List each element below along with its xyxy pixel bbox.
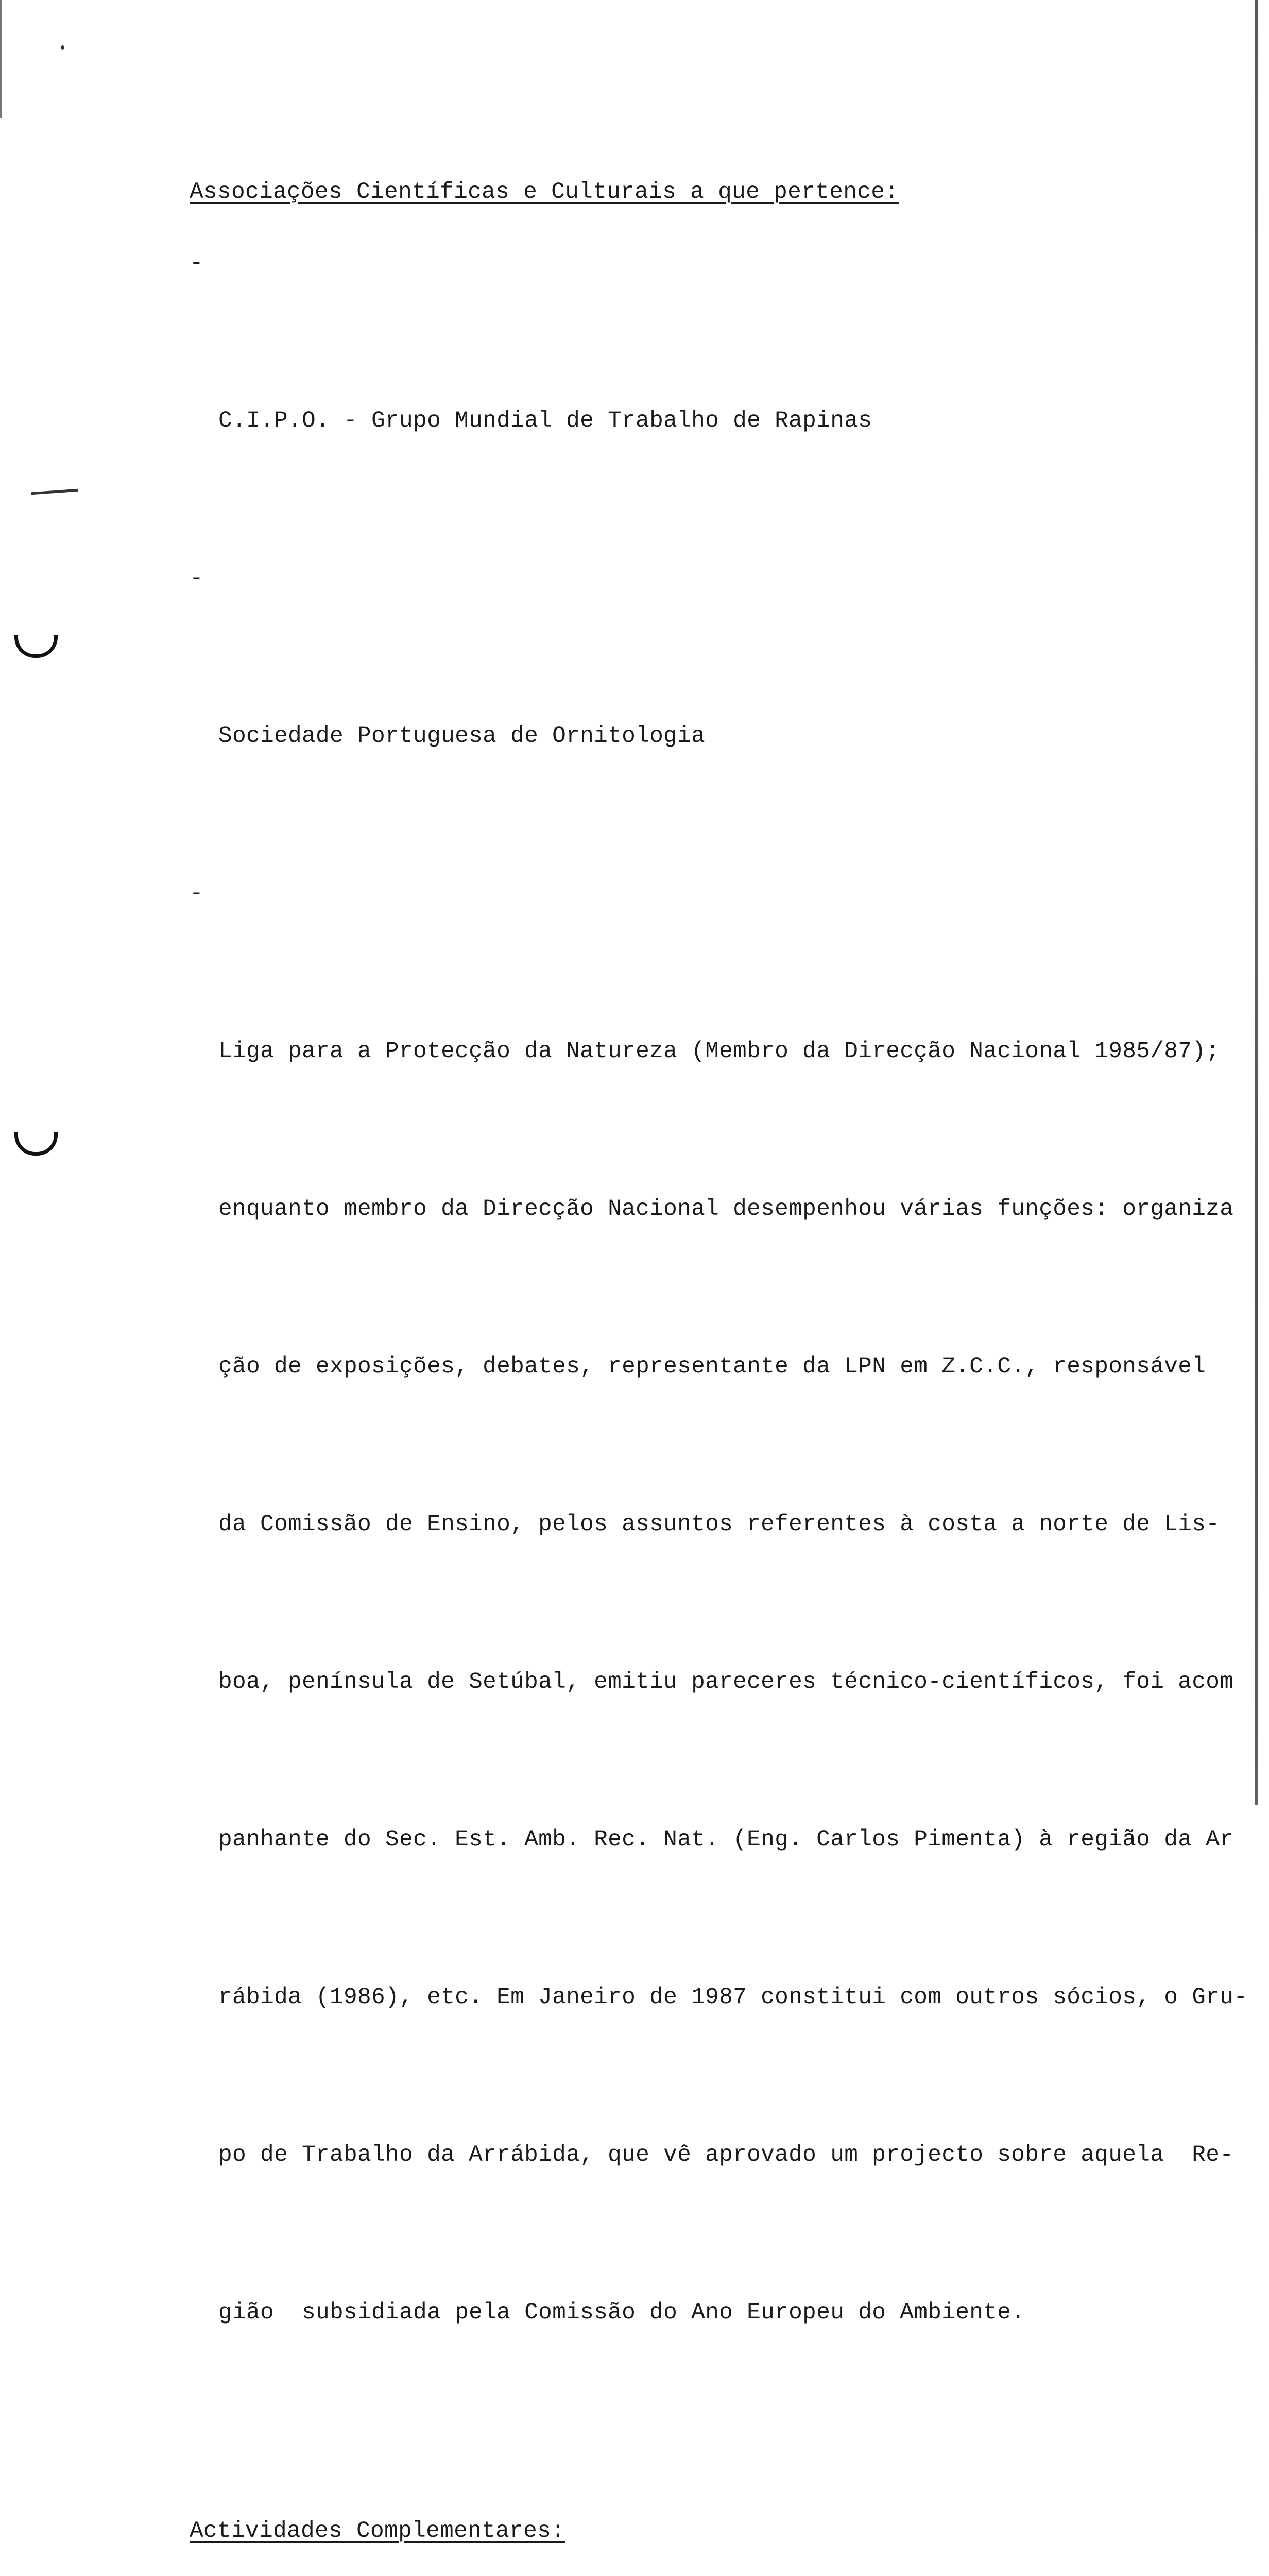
associations-list (190, 237, 1248, 2444)
list-dash: - (190, 881, 204, 907)
list-dash: - (190, 566, 204, 591)
list-item-text: C.I.P.O. - Grupo Mundial de Trabalho de Rapinas (218, 408, 872, 434)
binder-hole-mark (14, 1132, 58, 1156)
list-item-text: panhante do Sec. Est. Amb. Rec. Nat. (Eng. Carlos Pimenta) à região da Ar (218, 1827, 1234, 1853)
list-item (190, 868, 1248, 2444)
list-item-text: Sociedade Portuguesa de Ornitologia (218, 723, 706, 749)
complementary-list (190, 2568, 1220, 2576)
associations-section (190, 166, 1248, 2444)
list-dash: - (190, 250, 204, 276)
complementary-section (190, 2505, 1220, 2576)
list-item (190, 237, 1220, 552)
list-item-text: gião subsidiada pela Comissão do Ano Europeu do Ambiente. (218, 2300, 1025, 2326)
list-item-text: Liga para a Protecção da Natureza (Membro da Direcção Nacional 1985/87); (218, 1039, 1220, 1064)
associations-heading: Associações Científicas e Culturais a que pertence: (190, 179, 899, 205)
scan-speck (61, 45, 64, 50)
list-item-text: rábida (1986), etc. Em Janeiro de 1987 constitui com outros sócios, o Gru- (218, 1985, 1248, 2010)
complementary-heading: Actividades Complementares: (190, 2518, 565, 2544)
list-item-text: enquanto membro da Direcção Nacional desempenhou várias funções: organiza (218, 1196, 1234, 1222)
document-body (190, 166, 1248, 2576)
scan-edge-mark (0, 0, 2, 118)
list-item-text: da Comissão de Ensino, pelos assuntos referentes à costa a norte de Lis- (218, 1512, 1220, 1537)
list-dash (190, 2568, 203, 2576)
binder-hole-mark (14, 635, 58, 658)
list-item (190, 2568, 1220, 2576)
list-item-text: ção de exposições, debates, representante da LPN em Z.C.C., responsável (218, 1354, 1206, 1380)
list-item-text: boa, península de Setúbal, emitiu pareceres técnico-científicos, foi acom (218, 1669, 1234, 1695)
list-item-text: po de Trabalho da Arrábida, que vê aprovado um projecto sobre aquela Re- (218, 2142, 1234, 2168)
page-edge-shadow (1255, 0, 1258, 1805)
list-item (190, 552, 1220, 868)
scan-mark (31, 489, 78, 495)
